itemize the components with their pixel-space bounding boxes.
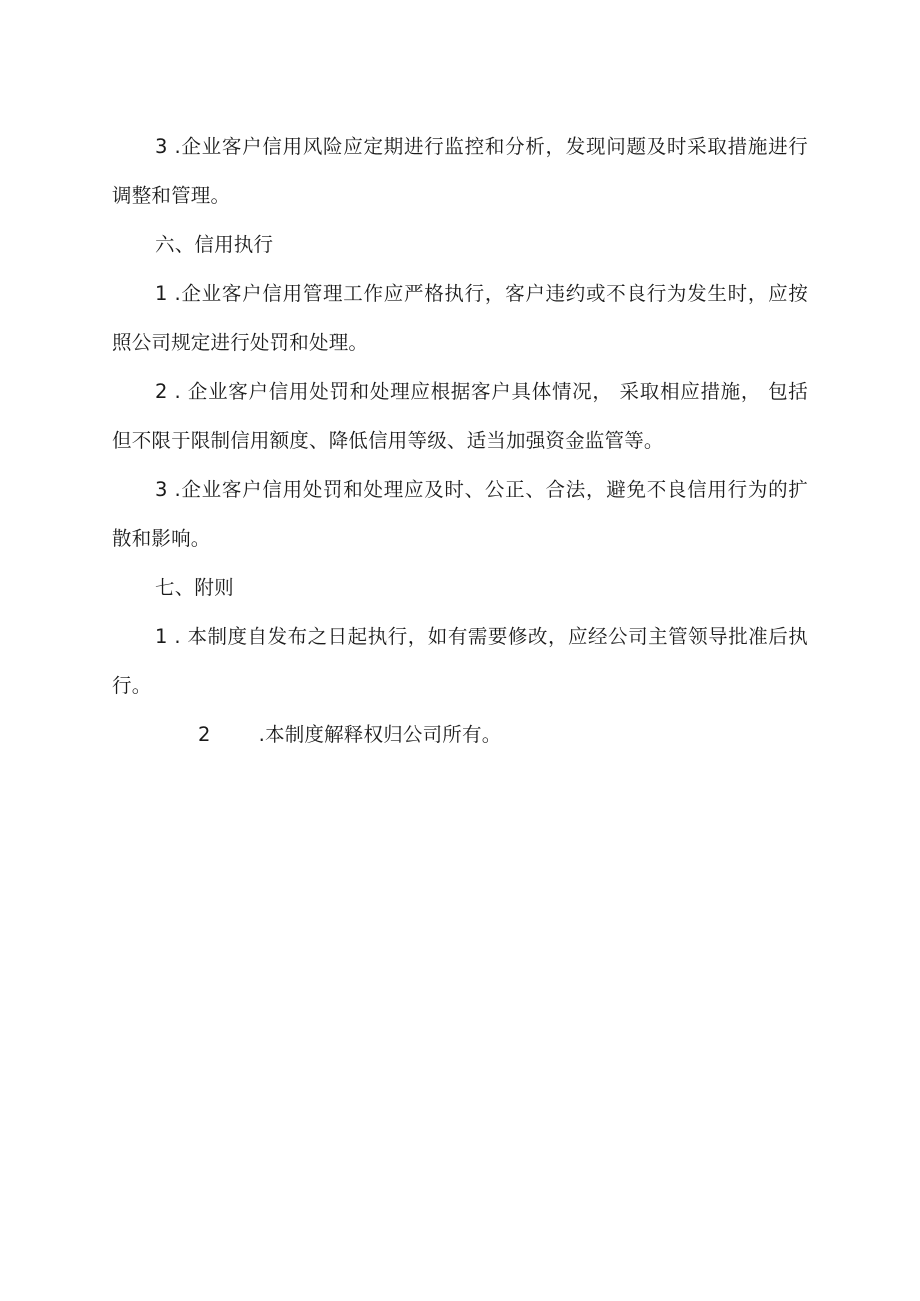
section-heading-supplementary-provisions: 七、附则 <box>155 576 234 599</box>
paragraph-2-interpretation-right <box>112 710 808 759</box>
paragraph-2-penalty-measures: 2 . 企业客户信用处罚和处理应根据客户具体情况， 采取相应措施， 包括但不限于限制信用额度、降低信用等级、适当加强资金监管等。 <box>112 380 808 452</box>
paragraph-number: 2 <box>198 723 211 746</box>
paragraph-3-credit-risk-monitoring: 3 .企业客户信用风险应定期进行监控和分析，发现问题及时采取措施进行调整和管理。 <box>112 135 808 207</box>
section-heading-credit-execution: 六、信用执行 <box>155 233 274 256</box>
paragraph-1-effective-date: 1 . 本制度自发布之日起执行，如有需要修改，应经公司主管领导批准后执行。 <box>112 625 808 697</box>
paragraph-3-timely-fair-legal: 3 .企业客户信用处罚和处理应及时、公正、合法，避免不良信用行为的扩散和影响。 <box>112 478 808 550</box>
paragraph-1-strict-execution: 1 .企业客户信用管理工作应严格执行，客户违约或不良行为发生时，应按照公司规定进行处罚和处理。 <box>112 282 808 354</box>
paragraph-text: .本制度解释权归公司所有。 <box>258 723 502 746</box>
